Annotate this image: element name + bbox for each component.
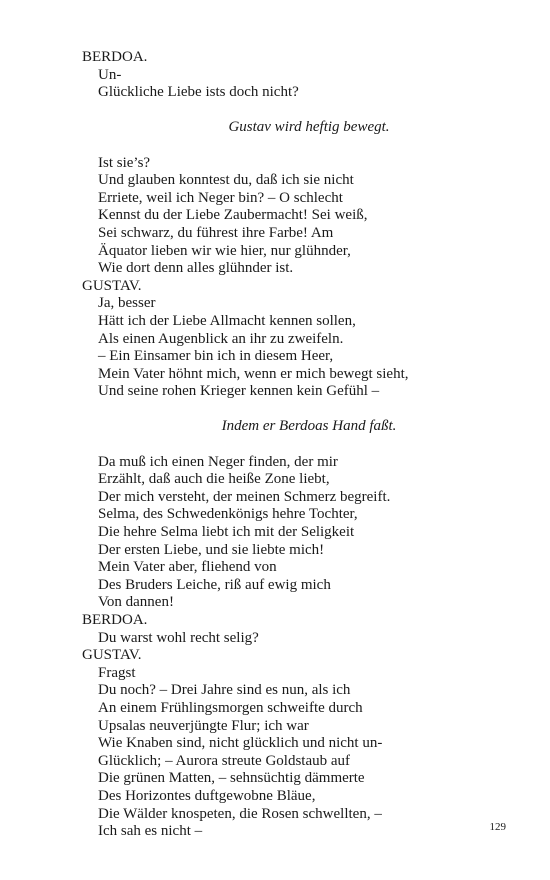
verse-line: Fragst (98, 664, 136, 681)
verse-line: Glückliche Liebe ists doch nicht? (98, 84, 299, 101)
speaker-name: BERDOA. (82, 49, 148, 65)
verse-line: Als einen Augenblick an ihr zu zweifeln. (98, 330, 344, 347)
verse-line: Kennst du der Liebe Zaubermacht! Sei weiß, (98, 207, 368, 224)
blank-line (82, 102, 530, 120)
verse-line: Glücklich; – Aurora streute Goldstaub auf (98, 752, 351, 769)
verse-line: Und glauben konntest du, daß ich sie nicht (98, 172, 354, 189)
verse-line: Du noch? – Drei Jahre sind es nun, als ich (98, 682, 351, 699)
stage-direction: Indem er Berdoas Hand faßt. (221, 418, 397, 435)
verse-line: Die hehre Selma liebt ich mit der Seligkeit (98, 524, 355, 541)
verse-line: Die Wälder knospeten, die Rosen schwellten, – (98, 805, 382, 822)
verse-line: Die grünen Matten, – sehnsüchtig dämmerte (98, 770, 365, 787)
verse-line: Un- (98, 66, 122, 83)
verse-line: Mein Vater aber, fliehend von (98, 559, 277, 576)
verse-line: Wie dort denn alles glühnder ist. (98, 260, 294, 277)
verse-line: Des Horizontes duftgewobne Bläue, (98, 787, 316, 804)
verse-line: Äquator lieben wir wie hier, nur glühnder, (98, 242, 351, 259)
stage-direction: Gustav wird heftig bewegt. (228, 119, 390, 136)
verse-line: Des Bruders Leiche, riß auf ewig mich (98, 576, 331, 593)
verse-line: – Ein Einsamer bin ich in diesem Heer, (98, 348, 334, 365)
blank-line (82, 401, 530, 419)
verse-line: Ist sie’s? (98, 154, 151, 171)
page-number: 129 (489, 821, 506, 833)
verse-line: An einem Frühlingsmorgen schweifte durch (98, 699, 363, 716)
speaker-name: GUSTAV. (82, 647, 142, 664)
verse-line: Wie Knaben sind, nicht glücklich und nicht un- (98, 735, 383, 752)
blank-line (82, 436, 530, 454)
verse-line: Ich sah es nicht – (98, 823, 203, 840)
verse-line: Da muß ich einen Neger finden, der mir (98, 453, 338, 470)
speaker-name: BERDOA. (82, 612, 148, 628)
verse-line: Und seine rohen Krieger kennen kein Gefühl – (98, 383, 380, 400)
speaker-name: GUSTAV. (82, 277, 142, 294)
verse-line: Ja, besser (98, 295, 156, 312)
blank-line (82, 137, 530, 155)
verse-line: Erriete, weil ich Neger bin? – O schlecht (98, 189, 343, 206)
verse-line: Selma, des Schwedenkönigs hehre Tochter, (98, 506, 358, 523)
verse-line: Der ersten Liebe, und sie liebte mich! (98, 541, 325, 558)
verse-line: Du warst wohl recht selig? (98, 629, 259, 646)
drama-text-block (82, 49, 530, 841)
verse-line: Sei schwarz, du führest ihre Farbe! Am (98, 224, 334, 241)
verse-line: Der mich versteht, der meinen Schmerz begreift. (98, 488, 391, 505)
verse-line: Upsalas neuverjüngte Flur; ich war (98, 717, 309, 734)
verse-line: Hätt ich der Liebe Allmacht kennen sollen, (98, 312, 356, 329)
verse-line: Von dannen! (98, 594, 174, 611)
verse-line: Erzählt, daß auch die heiße Zone liebt, (98, 471, 330, 488)
verse-line: Mein Vater höhnt mich, wenn er mich bewegt sieht, (98, 365, 409, 382)
